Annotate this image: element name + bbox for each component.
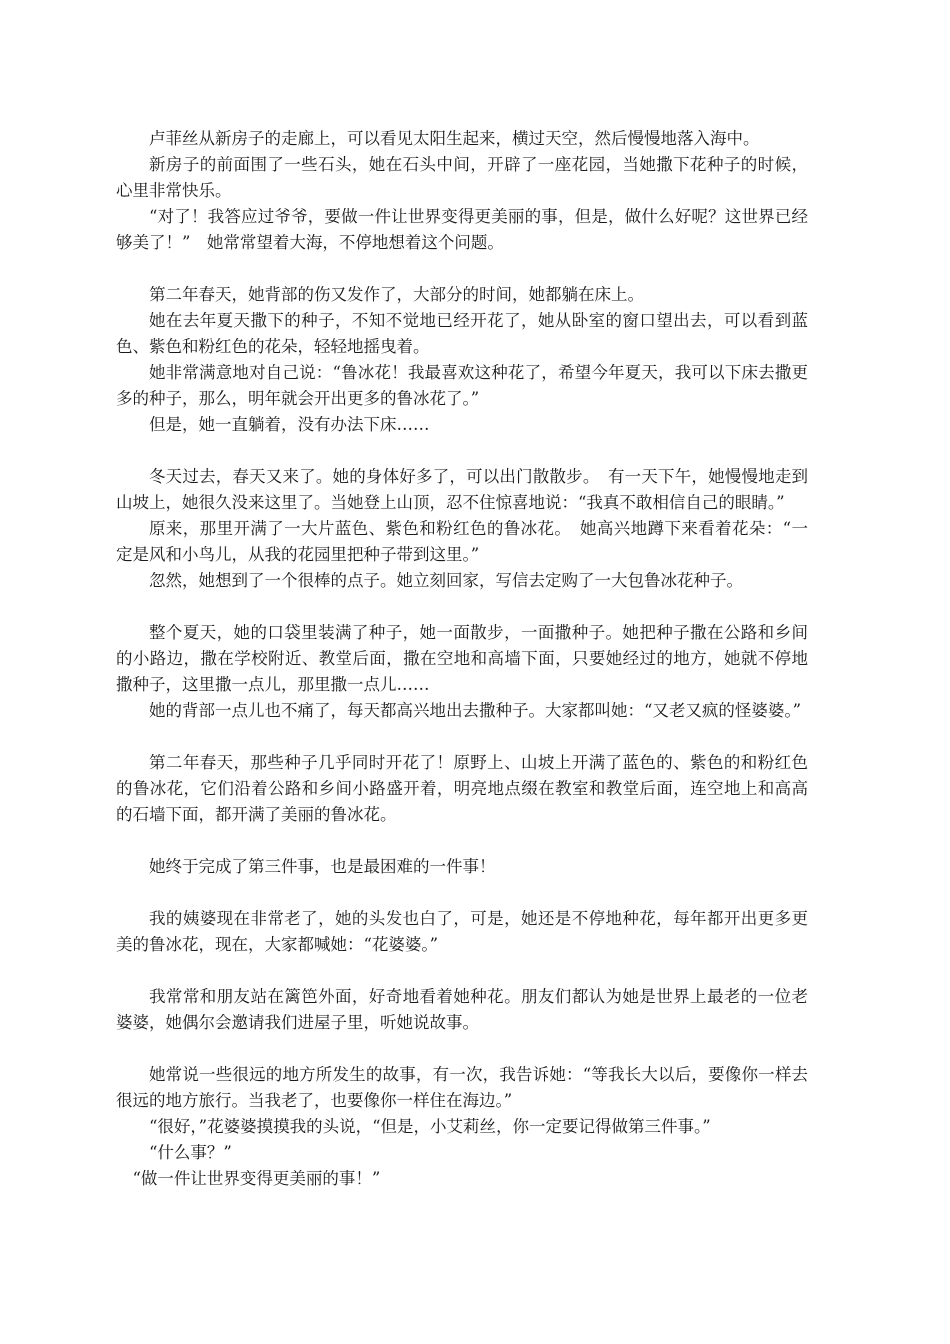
paragraph: “做一件让世界变得更美丽的事！” [132,1169,381,1188]
document-body [116,126,808,1192]
paragraph: 但是，她一直躺着，没有办法下床…… [149,415,430,434]
paragraph: 第二年春天，那些种子几乎同时开花了！原野上、山坡上开满了蓝色的、紫色的和粉红色的鲁冰花，它们沿着公路和乡间小路盛开着，明亮地点缀在教室和教堂后面，连空地上和高高的石墙下面，都开满了美丽的鲁冰花。 [116,753,808,824]
paragraph: 她终于完成了第三件事，也是最困难的一件事！ [149,857,496,876]
paragraph: 她非常满意地对自己说：“鲁冰花！我最喜欢这种花了，希望今年夏天，我可以下床去撒更多的种子，那么，明年就会开出更多的鲁冰花了。” [116,363,808,408]
paragraph-gap [116,958,808,984]
paragraph-gap [116,828,808,854]
paragraph: 我的姨婆现在非常老了，她的头发也白了，可是，她还是不停地种花，每年都开出更多更美的鲁冰花，现在，大家都喊她：“花婆婆。” [116,909,808,954]
paragraph: 我常常和朋友站在篱笆外面，好奇地看着她种花。朋友们都认为她是世界上最老的一位老婆婆，她偶尔会邀请我们进屋子里，听她说故事。 [116,987,808,1032]
paragraph: 她的背部一点儿也不痛了，每天都高兴地出去撒种子。大家都叫她：“又老又疯的怪婆婆。” [149,701,802,720]
paragraph: “什么事？” [149,1143,232,1162]
paragraph: “很好，”花婆婆摸摸我的头说，“但是，小艾莉丝，你一定要记得做第三件事。” [149,1117,711,1136]
paragraph: 原来，那里开满了一大片蓝色、紫色和粉红色的鲁冰花。 她高兴地蹲下来看着花朵：“一定是风和小鸟儿，从我的花园里把种子带到这里。” [116,519,808,564]
paragraph-gap [116,256,808,282]
paragraph: 冬天过去，春天又来了。她的身体好多了，可以出门散散步。 有一天下午，她慢慢地走到山坡上，她很久没来这里了。当她登上山顶，忍不住惊喜地说：“我真不敢相信自己的眼睛。” [116,467,808,512]
paragraph: 忽然，她想到了一个很棒的点子。她立刻回家，写信去定购了一大包鲁冰花种子。 [149,571,743,590]
paragraph-gap [116,880,808,906]
paragraph: 整个夏天，她的口袋里装满了种子，她一面散步，一面撒种子。她把种子撒在公路和乡间的小路边，撒在学校附近、教堂后面，撒在空地和高墙下面，只要她经过的地方，她就不停地撒种子，这里撒一点儿，那里撒一点儿…… [116,623,808,694]
paragraph: 她常说一些很远的地方所发生的故事，有一次，我告诉她：“等我长大以后，要像你一样去很远的地方旅行。当我老了，也要像你一样住在海边。” [116,1065,808,1110]
paragraph: 第二年春天，她背部的伤又发作了，大部分的时间，她都躺在床上。 [149,285,644,304]
paragraph-gap [116,724,808,750]
paragraph-gap [116,594,808,620]
paragraph-gap [116,438,808,464]
paragraph: “对了！我答应过爷爷，要做一件让世界变得更美丽的事，但是，做什么好呢？这世界已经够美了！” 她常常望着大海，不停地想着这个问题。 [116,207,808,252]
paragraph: 卢菲丝从新房子的走廊上，可以看见太阳生起来，横过天空，然后慢慢地落入海中。 [149,129,760,148]
paragraph: 她在去年夏天撒下的种子，不知不觉地已经开花了，她从卧室的窗口望出去，可以看到蓝色、紫色和粉红色的花朵，轻轻地摇曳着。 [116,311,808,356]
paragraph: 新房子的前面围了一些石头，她在石头中间，开辟了一座花园，当她撒下花种子的时候，心里非常快乐。 [116,155,808,200]
paragraph-gap [116,1036,808,1062]
